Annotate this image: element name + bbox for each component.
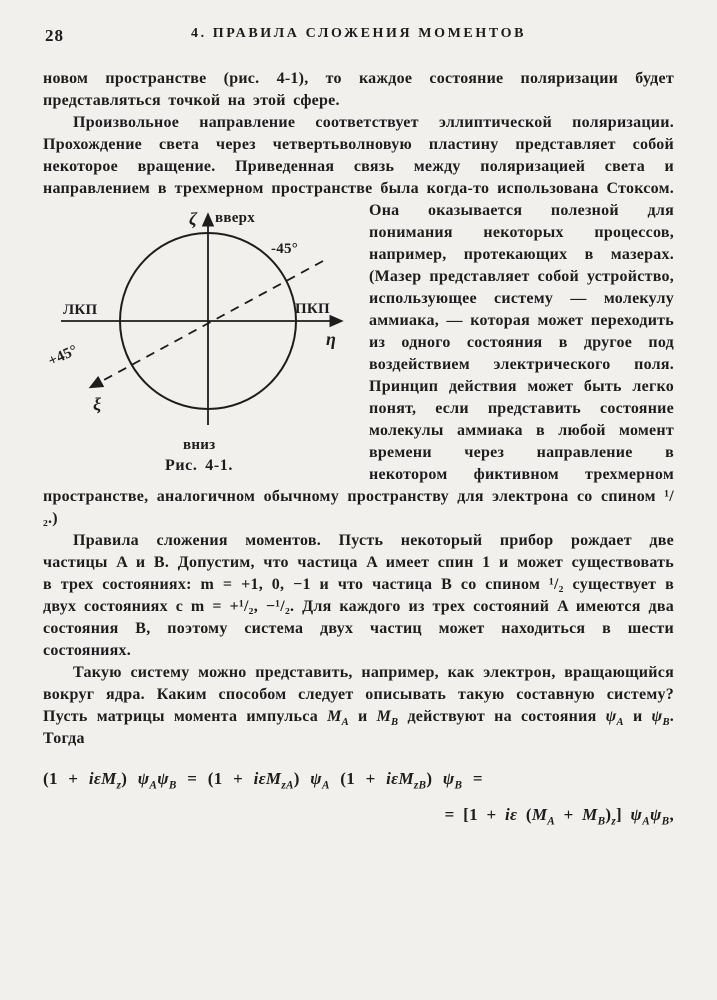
eq-token: (1 + [329,769,387,788]
figure-4-1 [43,203,355,477]
math-subscript: B [391,717,399,729]
eq-token: iε [505,805,518,824]
page-number: 28 [45,26,64,45]
paragraph-polarization-before: Произвольное направление соответствует эллиптической поляризации. Прохождение света через четвертьволновую пластину представляет собой некоторое вращение. Приведенная связь между поляризацией света и направлением в трехмерном пространстве была когда-то использована Стоксом. Она оказывается полезной для [43,114,674,219]
paragraph-polarization-after: понимания некоторых процессов, например, протекающих в мазерах. (Мазер представляет собой устройство, использующее систему — молекулу аммиака, — которая может переходить из одного состояния в другое под воздействием электрического поля. Принцип действия может быть легко понят, если представить состояние молекулы аммиака в любой момент времени через направление в некотором фиктивном трехмерном пространстве, аналогичном обычному пространству для электрона со спином ¹/₂.) [43,224,674,527]
poincare-sphere-diagram [43,203,355,455]
eq-token: B [597,815,606,828]
math-symbol: ψ [651,708,663,725]
eq-token: = [462,769,483,788]
eq-token: iεM [386,769,414,788]
eq-token: ψ [649,805,662,824]
eq-token: zB [413,779,427,792]
eq-token: ψ [630,805,643,824]
eq-token: M [531,805,548,824]
eq-token: A [321,779,330,792]
eq-token: + [555,805,583,824]
eq-token: ( [517,805,532,824]
math-subscript: A [616,717,624,729]
math-subscript: A [341,717,349,729]
eq-token: ) [426,769,443,788]
eq-token: ) [605,805,612,824]
paragraph-system-text: и [623,708,652,725]
minus-45-label: -45° [271,241,298,257]
eq-token: = (1 + [176,769,254,788]
eq-token: z [116,779,122,792]
eq-token: ψ [310,769,322,788]
eq-token: A [642,815,650,828]
eq-token: B [168,779,177,792]
eta-axis-label: η [326,329,337,349]
eq-token: ψ [442,769,455,788]
eq-token: ) [293,769,311,788]
paragraph-rules [43,530,674,662]
paragraph-rules-text: Пусть некоторый прибор рождает две частицы A и B. Допустим, что частица A имеет спин 1 и может существовать в трех состояниях: m = +1, 0, −1 и что частица B со спином ¹/₂ существует в двух состояниях с m = +¹/₂, −¹/₂. Для каждого из трех состояний A имеются два состояния B, поэтому система двух частиц может находиться в шести состояниях. [43,532,675,659]
eq-token: A [149,779,158,792]
zeta-axis-label: ζ [189,209,198,229]
eq-token: ψ [157,769,169,788]
lcp-label: ЛКП [63,302,98,318]
paragraph-system [43,662,674,750]
eq-token: zA [281,779,294,792]
paragraph-system-text: действуют на состояния [398,708,606,725]
plus-45-label: +45° [45,342,81,370]
paragraph-system-text: . Тогда [43,708,674,747]
eq-token: ] [616,805,631,824]
math-subscript: B [662,717,670,729]
diagonal-dashed-axis [91,261,323,387]
page-header [43,26,674,48]
paragraph-continuation [43,68,674,112]
equation-line-1 [43,766,674,792]
paragraph-system-text: и [348,708,377,725]
eq-token: A [547,815,556,828]
eq-token: , [669,805,674,824]
xi-axis-label: ξ [93,394,102,414]
figure-caption: Рис. 4-1. [164,457,234,474]
eq-token: ψ [137,769,150,788]
down-label: вниз [183,437,216,453]
rcp-label: ПКП [295,301,330,317]
eq-token: = [1 + [444,805,506,824]
eq-token: M [582,805,598,824]
paragraph-rules-lead: Правила сложения моментов. [73,532,322,549]
equation-line-2 [43,802,674,828]
math-symbol: M [376,708,392,725]
eq-token: B [661,815,670,828]
eq-token: ) [121,769,138,788]
paragraph-polarization [43,112,674,530]
eq-token: iεM [253,769,282,788]
eq-token: B [454,779,463,792]
eq-token: z [611,815,617,828]
up-label: вверх [215,210,255,226]
running-title: 4. ПРАВИЛА СЛОЖЕНИЯ МОМЕНТОВ [190,26,527,41]
math-symbol: ψ [605,708,617,725]
math-symbol: M [327,708,342,725]
body-text [43,68,674,750]
eq-token: (1 + [43,769,89,788]
paragraph-system-text: Такую систему можно представить, например, как электрон, вращающийся вокруг ядра. Каким способом следует описывать такую составную систему? Пусть матрицы момента импульса [43,664,674,725]
equations-block [43,766,674,828]
eq-token: iεM [88,769,117,788]
paragraph-continuation-text: новом пространстве (рис. 4-1), то каждое состояние поляризации будет представляться точкой на этой сфере. [43,70,674,109]
